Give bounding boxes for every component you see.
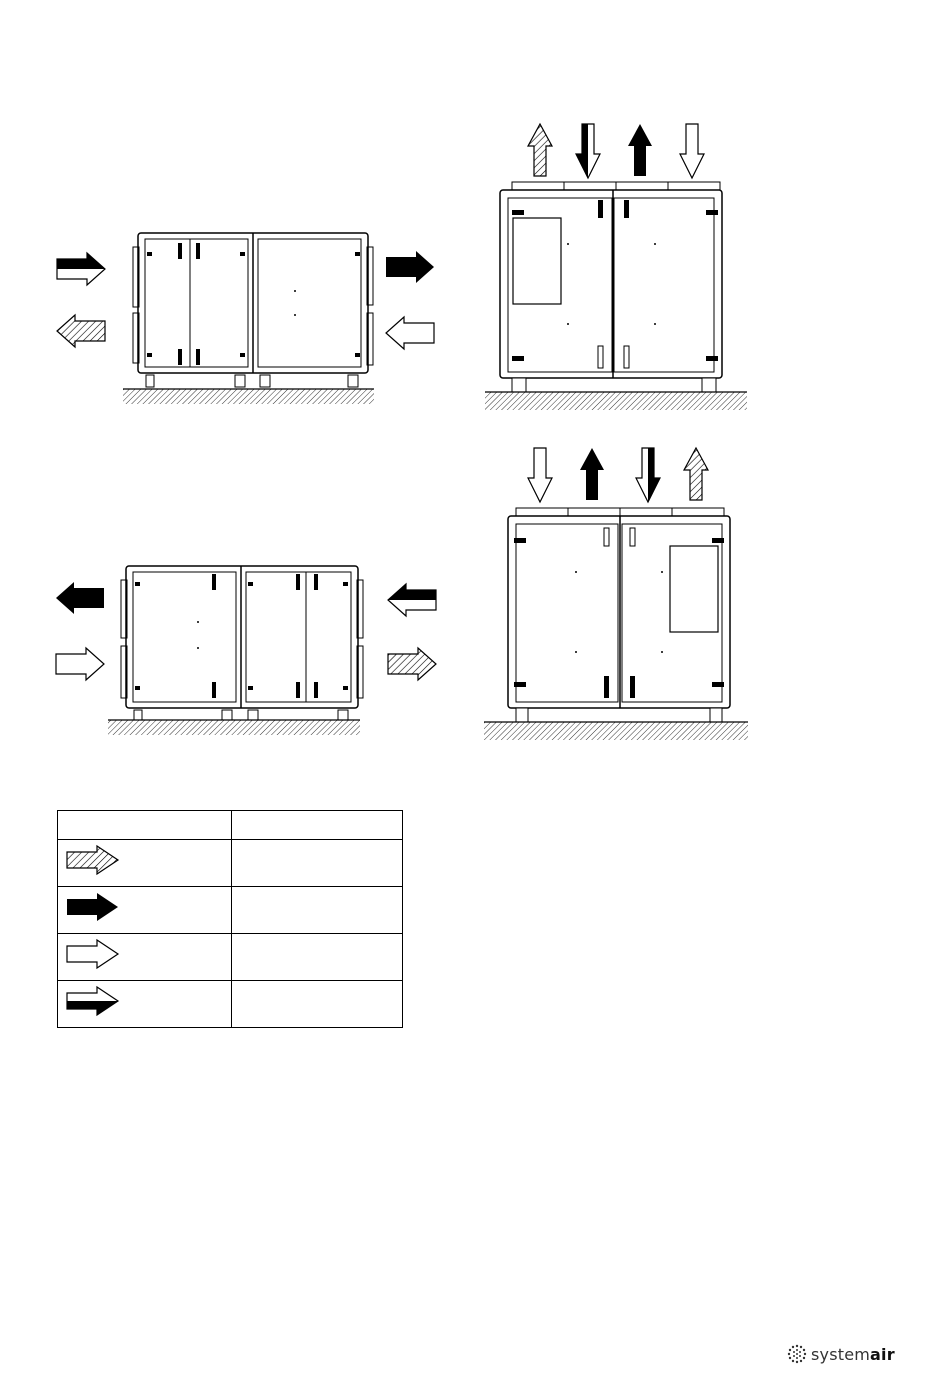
white-arrow-icon xyxy=(680,124,704,178)
hatched-arrow-icon xyxy=(57,315,105,347)
airflow-legend-table xyxy=(57,810,403,1028)
legend-row xyxy=(58,887,403,934)
half-black-arrow-icon xyxy=(58,981,231,1022)
black-arrow-icon xyxy=(56,582,104,614)
unit-horizontal-right-figure xyxy=(50,225,450,410)
legend-label xyxy=(232,840,403,887)
black-arrow-icon xyxy=(580,448,604,500)
hatched-arrow-icon xyxy=(684,448,708,500)
systemair-swirl-icon xyxy=(787,1344,807,1364)
black-arrow-icon xyxy=(386,251,434,283)
unit-horizontal-left-figure xyxy=(50,560,450,745)
white-arrow-icon xyxy=(386,317,434,349)
legend-label xyxy=(232,934,403,981)
legend-row xyxy=(58,981,403,1028)
systemair-logo xyxy=(787,1343,895,1365)
hatched-arrow-icon xyxy=(528,124,552,176)
legend-header-symbol xyxy=(58,811,232,840)
legend-label xyxy=(232,981,403,1028)
hatched-arrow-icon xyxy=(388,648,436,680)
legend-header-description xyxy=(232,811,403,840)
half-black-arrow-icon xyxy=(388,584,436,616)
white-arrow-icon xyxy=(58,934,231,975)
hatched-arrow-icon xyxy=(58,840,231,881)
legend-row xyxy=(58,934,403,981)
legend-label xyxy=(232,887,403,934)
unit-cabinet xyxy=(121,566,363,720)
half-black-arrow-icon xyxy=(636,448,660,502)
white-arrow-icon xyxy=(56,648,104,680)
unit-vertical-top-left-panel-figure xyxy=(480,120,755,415)
half-black-arrow-icon xyxy=(576,124,600,178)
unit-cabinet xyxy=(133,233,373,387)
half-black-arrow-icon xyxy=(57,253,105,285)
white-arrow-icon xyxy=(528,448,552,502)
legend-header-row xyxy=(58,811,403,840)
unit-cabinet xyxy=(508,508,730,722)
unit-cabinet xyxy=(500,182,722,392)
unit-vertical-top-right-panel-figure xyxy=(480,444,755,744)
systemair-wordmark: systemair xyxy=(811,1344,895,1364)
black-arrow-icon xyxy=(628,124,652,176)
legend-row xyxy=(58,840,403,887)
black-arrow-icon xyxy=(58,887,231,928)
